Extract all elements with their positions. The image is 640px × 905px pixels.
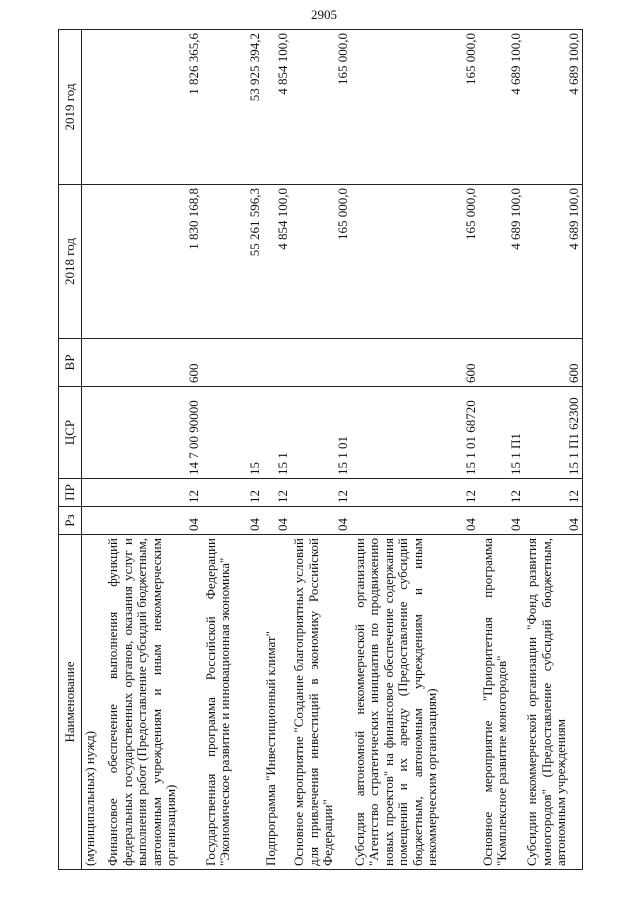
row-2018: 1 830 168,8	[105, 185, 202, 339]
row-csr	[82, 387, 106, 479]
row-csr: 15 1	[263, 387, 291, 479]
row-2019: 165 000,0	[291, 30, 352, 185]
row-vr	[263, 339, 291, 387]
row-rz: 04	[203, 507, 264, 535]
header-vr: ВР	[59, 339, 82, 387]
table-row	[203, 30, 264, 870]
row-rz: 04	[480, 507, 524, 535]
row-2018: 165 000,0	[352, 185, 480, 339]
row-csr: 14 7 00 90000	[105, 387, 202, 479]
row-vr: 600	[524, 339, 582, 387]
table-row	[524, 30, 582, 870]
row-vr	[480, 339, 524, 387]
row-vr: 600	[105, 339, 202, 387]
row-name: Основное мероприятие "Приоритетная программа "Комплексное развитие моногородов"	[480, 535, 524, 870]
row-csr: 15	[203, 387, 264, 479]
table-row	[82, 30, 106, 870]
row-2018: 55 261 596,3	[203, 185, 264, 339]
row-csr: 15 1 01	[291, 387, 352, 479]
row-2019: 165 000,0	[352, 30, 480, 185]
row-rz: 04	[105, 507, 202, 535]
row-csr: 15 1 01 68720	[352, 387, 480, 479]
table-row	[480, 30, 524, 870]
budget-table	[58, 29, 583, 870]
page-number: 2905	[311, 7, 337, 22]
row-2018: 4 689 100,0	[480, 185, 524, 339]
row-vr	[203, 339, 264, 387]
row-rz: 04	[291, 507, 352, 535]
header-2019: 2019 год	[59, 30, 82, 185]
row-pr	[82, 479, 106, 507]
row-vr: 600	[352, 339, 480, 387]
table-row	[105, 30, 202, 870]
row-pr: 12	[203, 479, 264, 507]
row-vr	[82, 339, 106, 387]
row-2019: 4 854 100,0	[263, 30, 291, 185]
row-2019: 4 689 100,0	[480, 30, 524, 185]
row-name: Подпрограмма "Инвестиционный климат"	[263, 535, 291, 870]
row-name: Государственная программа Российской Федерации "Экономическое развитие и инновационная экономика"	[203, 535, 264, 870]
row-2019: 4 689 100,0	[524, 30, 582, 185]
row-rz: 04	[352, 507, 480, 535]
row-csr: 15 1 П1 62300	[524, 387, 582, 479]
table-row	[352, 30, 480, 870]
row-2018: 4 854 100,0	[263, 185, 291, 339]
row-pr: 12	[352, 479, 480, 507]
table-row	[291, 30, 352, 870]
header-pr: ПР	[59, 479, 82, 507]
row-pr: 12	[263, 479, 291, 507]
row-name: Субсидия автономной некоммерческой организации "Агентство стратегических инициатив по продвижению новых проектов" на финансовое обеспечение содержания помещений и их аренду (Предоставление субсидий бюджетным, автономным учреждениям и иным некоммерческим организациям)	[352, 535, 480, 870]
row-pr: 12	[524, 479, 582, 507]
header-name: Наименование	[59, 535, 82, 870]
row-pr: 12	[291, 479, 352, 507]
row-rz	[82, 507, 106, 535]
row-pr: 12	[480, 479, 524, 507]
row-2019: 1 826 365,6	[105, 30, 202, 185]
row-rz: 04	[524, 507, 582, 535]
row-name: (муниципальных) нужд)	[82, 535, 106, 870]
table-header-row	[59, 30, 82, 870]
header-2018: 2018 год	[59, 185, 82, 339]
header-rz: Рз	[59, 507, 82, 535]
header-csr: ЦСР	[59, 387, 82, 479]
row-pr: 12	[105, 479, 202, 507]
row-2019	[82, 30, 106, 185]
row-vr	[291, 339, 352, 387]
row-2019: 53 925 394,2	[203, 30, 264, 185]
row-2018: 4 689 100,0	[524, 185, 582, 339]
row-name: Основное мероприятие "Создание благоприятных условий для привлечения инвестиций в экономику Российской Федерации"	[291, 535, 352, 870]
row-rz: 04	[263, 507, 291, 535]
row-2018: 165 000,0	[291, 185, 352, 339]
row-2018	[82, 185, 106, 339]
table-row	[263, 30, 291, 870]
row-name: Субсидии некоммерческой организации "Фонд развития моногородов" (Предоставление субсидий бюджетным, автономным учреждениям	[524, 535, 582, 870]
row-name: Финансовое обеспечение выполнения функций федеральных государственных органов, оказания услуг и выполнения работ (Предоставление субсидий бюджетным, автономным учреждениям и иным некоммерческим организациям)	[105, 535, 202, 870]
rotated-table-container	[58, 30, 583, 870]
row-csr: 15 1 П1	[480, 387, 524, 479]
